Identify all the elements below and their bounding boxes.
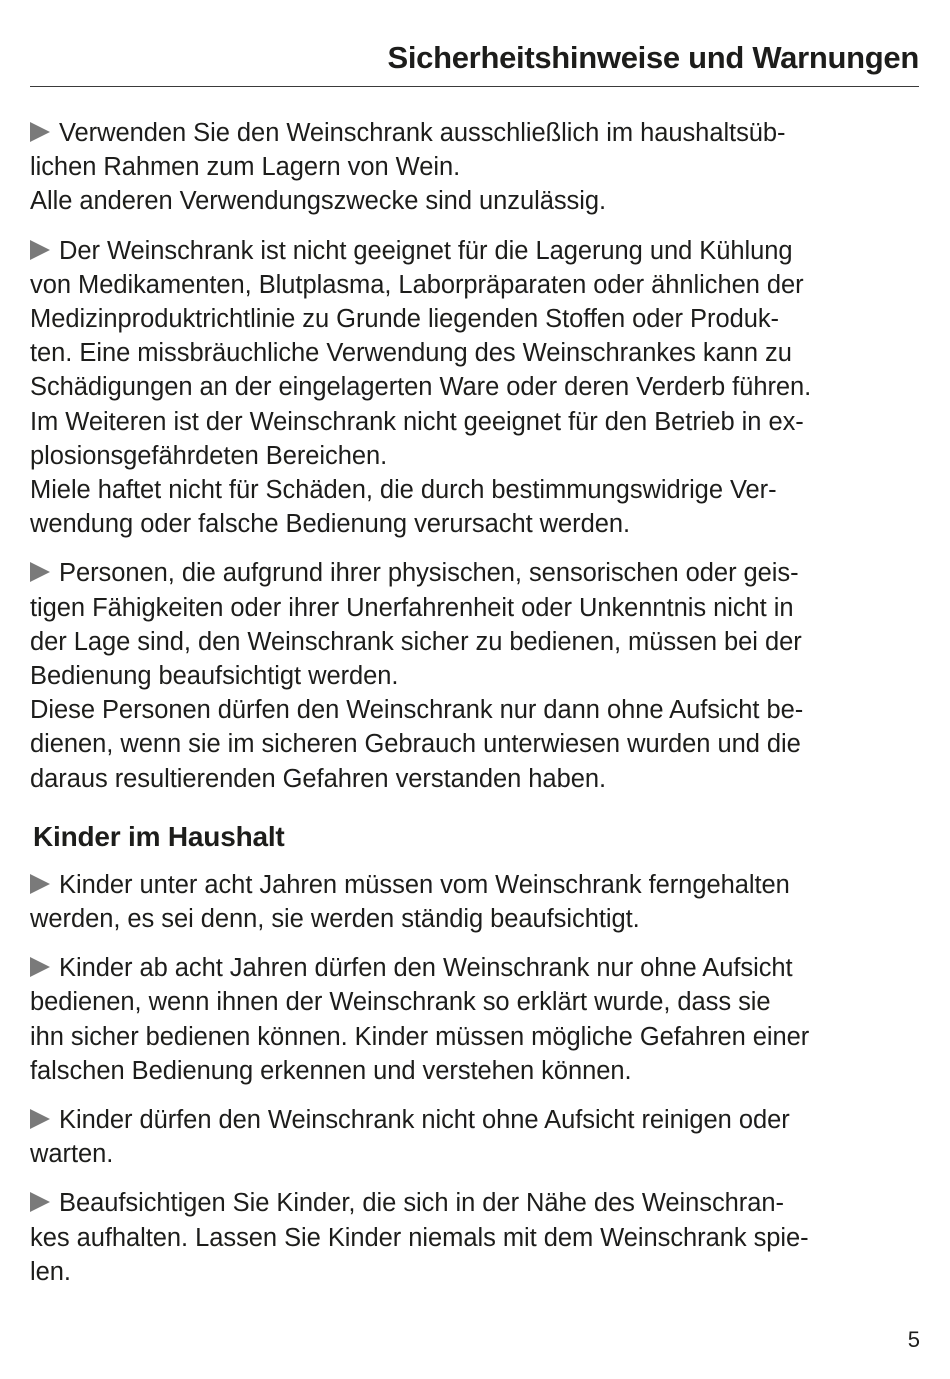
triangle-right-icon bbox=[30, 1192, 50, 1212]
paragraph-line: plosionsgefährdeten Bereichen. bbox=[30, 441, 388, 470]
paragraph-line: ten. Eine missbräuchliche Verwendung des Weinschrankes kann zu bbox=[30, 339, 792, 368]
paragraph-line: Kinder dürfen den Weinschrank nicht ohne Aufsicht reinigen oder bbox=[30, 1103, 925, 1137]
document-body bbox=[30, 116, 925, 1304]
paragraph-line: Der Weinschrank ist nicht geeignet für die Lagerung und Kühlung bbox=[30, 234, 925, 268]
section-heading: Kinder im Haushalt bbox=[33, 820, 285, 852]
paragraph-line: kes aufhalten. Lassen Sie Kinder niemals mit dem Weinschrank spie- bbox=[30, 1223, 809, 1252]
paragraph-line: lichen Rahmen zum Lagern von Wein. bbox=[30, 153, 461, 182]
children-paragraph-cleaning bbox=[30, 1103, 925, 1171]
paragraph-line: falschen Bedienung erkennen und verstehen können. bbox=[30, 1056, 632, 1085]
triangle-right-icon bbox=[30, 1109, 50, 1129]
paragraph-line: werden, es sei denn, sie werden ständig beaufsichtigt. bbox=[30, 905, 640, 934]
children-paragraph-under-eight bbox=[30, 868, 925, 936]
paragraph-line: Kinder unter acht Jahren müssen vom Weinschrank ferngehalten bbox=[30, 868, 925, 902]
paragraph-line: Alle anderen Verwendungszwecke sind unzulässig. bbox=[30, 187, 607, 216]
paragraph-line: Schädigungen an der eingelagerten Ware oder deren Verderb führen. bbox=[30, 373, 812, 402]
page-title: Sicherheitshinweise und Warnungen bbox=[387, 40, 919, 75]
paragraph-line: Personen, die aufgrund ihrer physischen, sensorischen oder geis- bbox=[30, 556, 925, 590]
paragraph-line: Miele haftet nicht für Schäden, die durch bestimmungswidrige Ver- bbox=[30, 476, 777, 505]
paragraph-line: der Lage sind, den Weinschrank sicher zu bedienen, müssen bei der bbox=[30, 627, 802, 656]
safety-paragraph-unsuitable-storage bbox=[30, 234, 925, 542]
paragraph-line: bedienen, wenn ihnen der Weinschrank so erklärt wurde, dass sie bbox=[30, 988, 771, 1017]
paragraph-line: tigen Fähigkeiten oder ihrer Unerfahrenheit oder Unkenntnis nicht in bbox=[30, 593, 794, 622]
paragraph-line: daraus resultierenden Gefahren verstanden haben. bbox=[30, 764, 606, 793]
triangle-right-icon bbox=[30, 122, 50, 142]
paragraph-line: Kinder ab acht Jahren dürfen den Weinschrank nur ohne Aufsicht bbox=[30, 951, 925, 985]
page-header bbox=[30, 38, 919, 87]
paragraph-line: wendung oder falsche Bedienung verursacht werden. bbox=[30, 510, 631, 539]
triangle-right-icon bbox=[30, 874, 50, 894]
page-number: 5 bbox=[907, 1327, 920, 1352]
paragraph-line: warten. bbox=[30, 1140, 114, 1169]
safety-paragraph-intended-use bbox=[30, 116, 925, 219]
paragraph-line: ihn sicher bedienen können. Kinder müssen mögliche Gefahren einer bbox=[30, 1022, 810, 1051]
paragraph-line: Diese Personen dürfen den Weinschrank nur dann ohne Aufsicht be- bbox=[30, 696, 804, 725]
paragraph-line: Beaufsichtigen Sie Kinder, die sich in der Nähe des Weinschran- bbox=[30, 1186, 925, 1220]
triangle-right-icon bbox=[30, 240, 50, 260]
safety-paragraph-supervision bbox=[30, 556, 925, 795]
paragraph-line: len. bbox=[30, 1257, 71, 1286]
paragraph-line: Medizinproduktrichtlinie zu Grunde liegenden Stoffen oder Produk- bbox=[30, 305, 779, 334]
children-paragraph-from-eight bbox=[30, 951, 925, 1088]
paragraph-line: Bedienung beaufsichtigt werden. bbox=[30, 662, 399, 691]
paragraph-line: von Medikamenten, Blutplasma, Laborpräparaten oder ähnlichen der bbox=[30, 270, 804, 299]
children-paragraph-playing bbox=[30, 1186, 925, 1289]
triangle-right-icon bbox=[30, 562, 50, 582]
paragraph-line: dienen, wenn sie im sicheren Gebrauch unterwiesen wurden und die bbox=[30, 730, 801, 759]
triangle-right-icon bbox=[30, 957, 50, 977]
paragraph-line: Verwenden Sie den Weinschrank ausschließlich im haushaltsüb- bbox=[30, 116, 925, 150]
paragraph-line: Im Weiteren ist der Weinschrank nicht geeignet für den Betrieb in ex- bbox=[30, 407, 804, 436]
